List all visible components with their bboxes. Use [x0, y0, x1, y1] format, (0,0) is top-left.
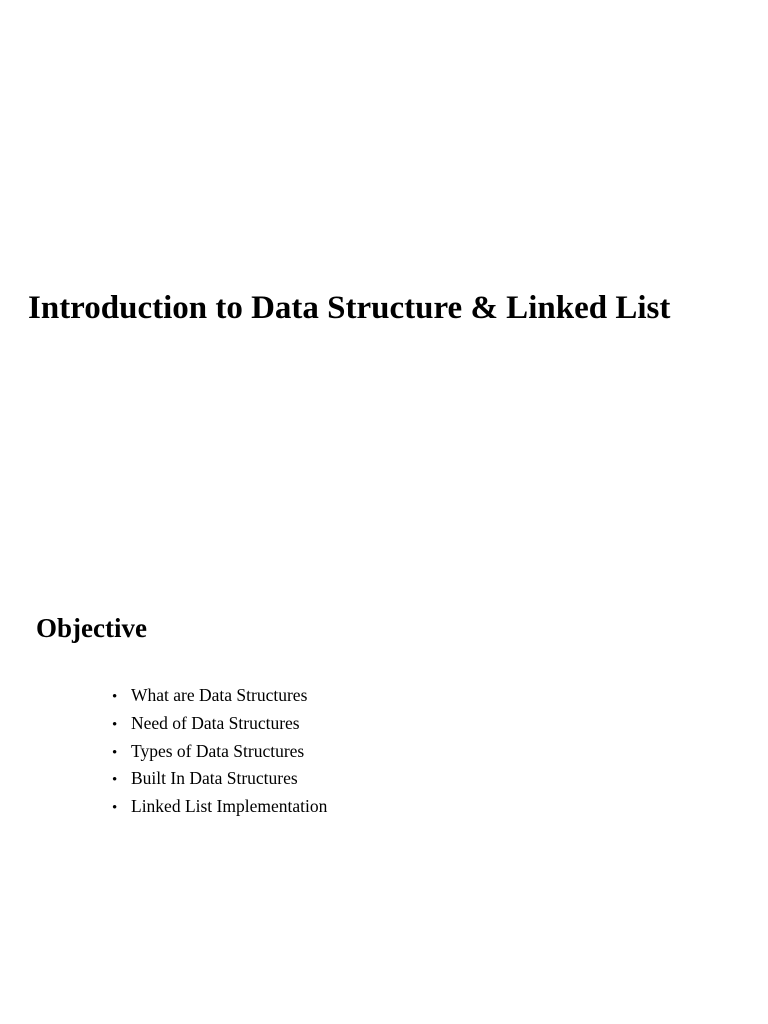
objective-item-text: Need of Data Structures	[131, 712, 300, 733]
objective-item	[112, 738, 327, 766]
bullet-icon: •	[112, 772, 118, 789]
objective-item-text: Types of Data Structures	[131, 740, 305, 761]
objective-item-text: Linked List Implementation	[131, 796, 328, 817]
objective-item-text: Built In Data Structures	[131, 768, 298, 789]
objective-list	[112, 682, 327, 821]
slide-title: Introduction to Data Structure & Linked List	[28, 290, 671, 326]
objective-item	[112, 765, 327, 793]
objective-heading: Objective	[36, 613, 147, 643]
bullet-icon: •	[112, 744, 118, 761]
objective-item-text: What are Data Structures	[131, 685, 308, 705]
objective-item	[112, 710, 327, 738]
bullet-icon: •	[112, 716, 118, 733]
objective-item	[112, 793, 327, 821]
bullet-icon: •	[112, 800, 118, 817]
bullet-icon: •	[112, 689, 118, 705]
objective-item	[112, 682, 327, 710]
